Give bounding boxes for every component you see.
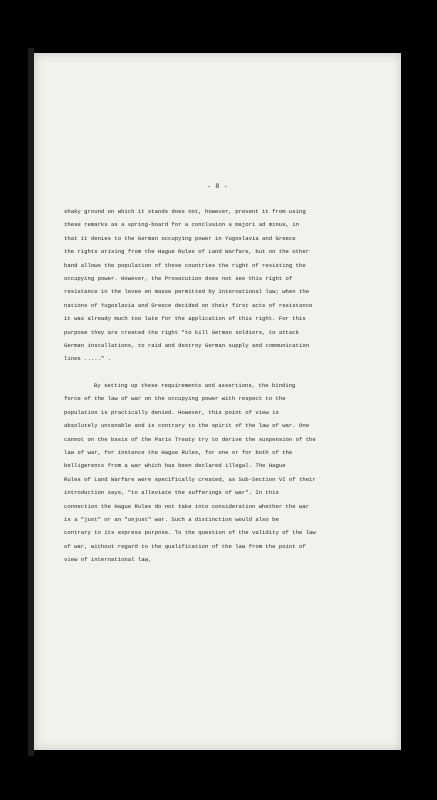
text-line: is a "just" or an "unjust" war. Such a distinction would also be xyxy=(64,515,279,523)
text-line: connection the Hague Rules do not take into consideration whether the war xyxy=(64,502,310,510)
text-line: force of the law of war on the occupying power with respect to the xyxy=(64,395,286,403)
scan-artifact xyxy=(413,233,417,673)
text-line: By setting up these requirements and assertions, the binding xyxy=(94,382,296,390)
text-line: purpose they are created the right "to kill German soldiers, to attack xyxy=(64,328,299,336)
text-line: Rules of Land Warfare were specifically created, as Sub-Section VI of their xyxy=(64,475,316,483)
text-line: of war, without regard to the qualification of the law from the point of xyxy=(64,542,306,550)
text-line: contrary to its express purpose. To the question of the validity of the law xyxy=(64,529,316,537)
paragraph-1 xyxy=(64,205,410,366)
text-line: introduction says, "to alleviate the sufferings of war". In this xyxy=(64,489,279,497)
paragraph-gap xyxy=(64,366,410,379)
text-line: hand allows the population of these countries the right of resisting the xyxy=(64,261,306,269)
text-line: population is practically denied. However, this point of view is xyxy=(64,408,279,416)
text-line: occupying power. However, the Prosecution does not see this right of xyxy=(64,274,293,282)
document-body xyxy=(64,205,410,567)
text-line: lines ....." . xyxy=(64,355,111,363)
text-line: absolutely untenable and is contrary to the spirit of the law of war. One xyxy=(64,422,310,430)
document-page xyxy=(34,53,401,750)
text-line: the rights arising from the Hague Rules of Land Warfare, but on the other xyxy=(64,248,310,256)
text-line: these remarks as a spring-board for a conclusion a majori ad minus, in xyxy=(64,221,299,229)
text-line: it was already much too late for the application of this right. For this xyxy=(64,315,306,323)
text-line: German installations, to raid and destroy German supply and communication xyxy=(64,341,310,349)
text-line: resistance in the levee en masse permitted by international law; when the xyxy=(64,288,310,296)
text-line: shaky ground on which it stands does not, however, prevent it from using xyxy=(64,208,306,215)
text-line: law of war, for instance the Hague Rules, for one or for both of the xyxy=(64,449,293,457)
paragraph-2 xyxy=(64,379,410,566)
text-line: view of international law, xyxy=(64,556,152,564)
page-number: - 8 - xyxy=(206,183,228,190)
text-line: nations of Yugoslavia and Greece decided on their first acts of resistance xyxy=(64,301,313,309)
text-line: cannot on the basis of the Paris Treaty try to derive the suspension of the xyxy=(64,435,316,443)
text-line: that it denies to the German occupying power in Yugoslavia and Greece xyxy=(64,234,296,242)
text-line: belligerents from a war which has been declared illegal. The Hague xyxy=(64,462,286,470)
